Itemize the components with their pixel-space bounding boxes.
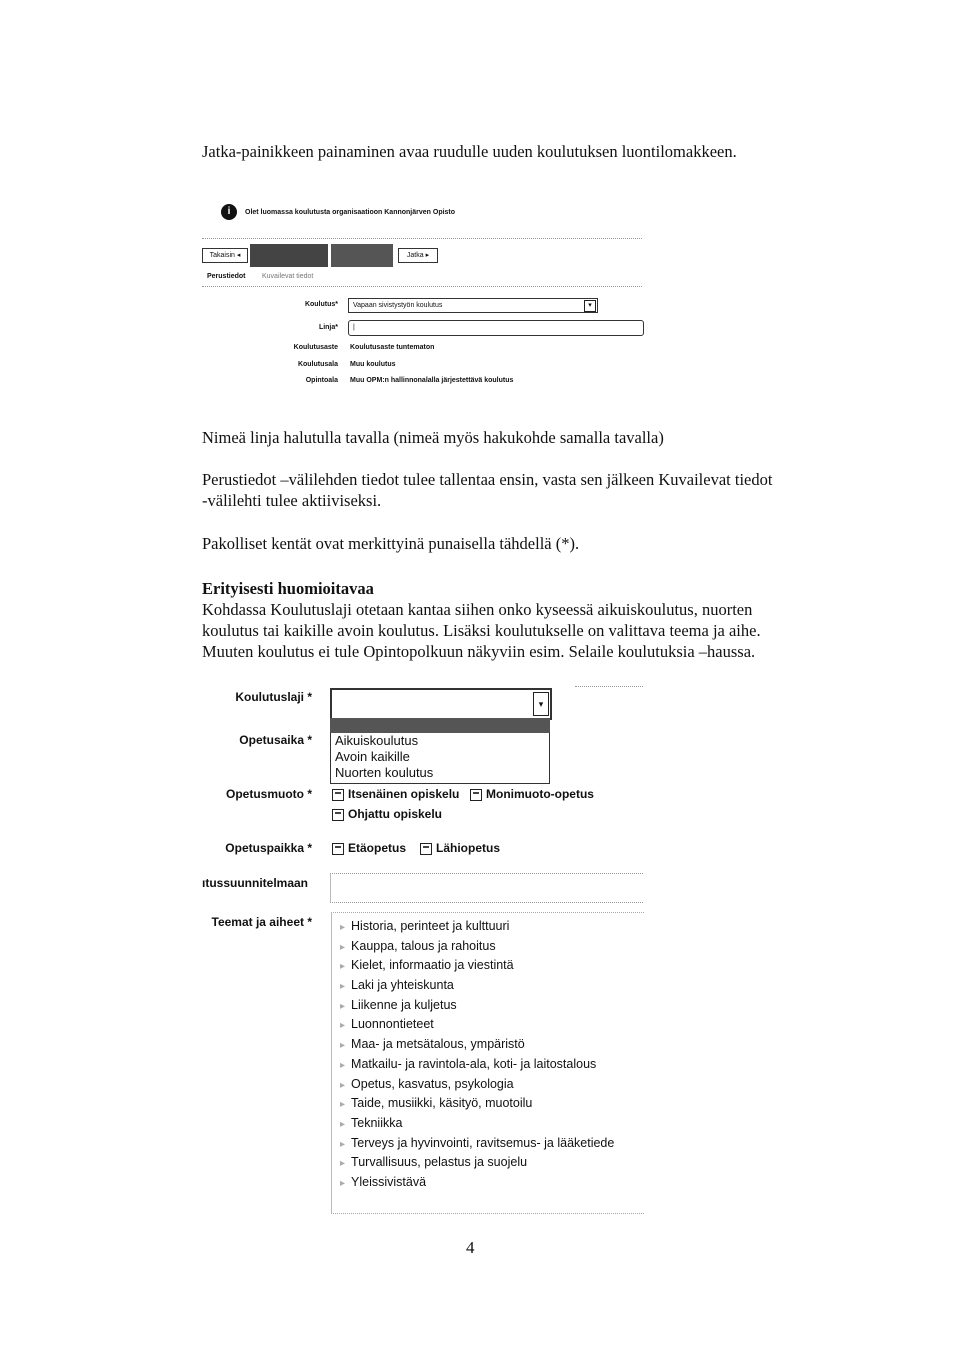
- arrow-right-icon: ▸: [340, 1040, 346, 1052]
- theme-label: Yleissivistävä: [351, 1174, 427, 1189]
- arrow-right-icon: ▸: [340, 1118, 346, 1130]
- theme-item[interactable]: [340, 1153, 614, 1173]
- field-label-koulutusaste: Koulutusaste: [293, 344, 338, 351]
- theme-label: Kielet, informaatio ja viestintä: [351, 958, 514, 973]
- arrow-right-icon: ▸: [340, 1020, 346, 1032]
- arrow-right-icon: ▸: [340, 961, 346, 973]
- paragraph-note-3: Muuten koulutus ei tule Opintopolkuun näkyviin esim. Selaile koulutuksia –haussa.: [202, 642, 756, 661]
- dropdown-highlight: [330, 718, 550, 733]
- field-label-koulutus: Koulutus*: [304, 301, 338, 308]
- toolbar-button-dark-2[interactable]: [331, 244, 393, 267]
- koulutusala-value: Muu koulutus: [350, 361, 396, 368]
- opetussuunnitelma-label: ıtussuunnitelmaan: [202, 876, 309, 890]
- divider: [202, 238, 642, 239]
- theme-item[interactable]: [340, 956, 614, 976]
- section-heading: Erityisesti huomioitavaa: [202, 579, 374, 598]
- koulutuslaji-dropdown-list[interactable]: [330, 733, 550, 784]
- theme-label: Taide, musiikki, käsityö, muotoilu: [351, 1096, 533, 1111]
- arrow-right-icon: ▸: [340, 1099, 346, 1111]
- theme-item[interactable]: [340, 1075, 614, 1095]
- theme-item[interactable]: [340, 976, 614, 996]
- paragraph-naming: Nimeä linja halutulla tavalla (nimeä myös hakukohde samalla tavalla): [202, 428, 664, 447]
- theme-item[interactable]: [340, 1015, 614, 1035]
- theme-label: Opetus, kasvatus, psykologia: [351, 1076, 514, 1091]
- option-label: Lähiopetus: [436, 841, 501, 855]
- koulutuslaji-select[interactable]: [330, 688, 552, 720]
- continue-button[interactable]: Jatka ▸: [398, 248, 438, 263]
- theme-label: Historia, perinteet ja kulttuuri: [351, 919, 510, 933]
- koulutus-value: Vapaan sivistystyön koulutus: [353, 302, 443, 309]
- theme-label: Liikenne ja kuljetus: [351, 997, 457, 1012]
- arrow-right-icon: ▸: [340, 1059, 346, 1071]
- chevron-down-icon[interactable]: ▾: [533, 692, 549, 716]
- theme-item[interactable]: [340, 1173, 614, 1193]
- theme-label: Turvallisuus, pelastus ja suojelu: [351, 1155, 528, 1170]
- opetusaika-label: Opetusaika *: [239, 733, 312, 747]
- theme-item[interactable]: [340, 1055, 614, 1075]
- checkbox-lahiopetus[interactable]: [420, 841, 500, 855]
- info-message: Olet luomassa koulutusta organisaatioon Kannonjärven Opisto: [245, 209, 456, 216]
- checkbox-icon[interactable]: [420, 843, 432, 855]
- toolbar-button-dark[interactable]: [250, 244, 328, 267]
- checkbox-icon[interactable]: [470, 789, 482, 801]
- theme-item[interactable]: [340, 937, 614, 957]
- checkbox-icon[interactable]: [332, 809, 344, 821]
- theme-label: Laki ja yhteiskunta: [351, 978, 454, 993]
- theme-item[interactable]: [340, 996, 614, 1016]
- option-label: Ohjattu opiskelu: [348, 807, 443, 821]
- paragraph-tabs-2: -välilehti tulee aktiiviseksi.: [202, 491, 382, 510]
- theme-label: Tekniikka: [351, 1115, 403, 1130]
- theme-label: Maa- ja metsätalous, ympäristö: [351, 1037, 525, 1052]
- field-label-linja: Linja*: [318, 324, 338, 331]
- arrow-right-icon: ▸: [340, 981, 346, 993]
- checkbox-itsenainen[interactable]: [332, 787, 459, 801]
- paragraph-note-1: Kohdassa Koulutuslaji otetaan kantaa siihen onko kyseessä aikuiskoulutus, nuorten: [202, 600, 753, 619]
- arrow-right-icon: ▸: [340, 1138, 346, 1150]
- back-label: Takaisin: [209, 252, 235, 259]
- linja-input[interactable]: |: [348, 320, 644, 336]
- field-label-koulutusala: Koulutusala: [297, 361, 338, 368]
- teemat-label: Teemat ja aiheet *: [211, 915, 312, 929]
- arrow-right-icon: ▸: [340, 1000, 346, 1012]
- chevron-down-icon[interactable]: ▾: [584, 300, 596, 312]
- theme-label: Terveys ja hyvinvointi, ravitsemus- ja lääketiede: [351, 1135, 615, 1150]
- divider: [202, 286, 642, 287]
- dropdown-option[interactable]: Avoin kaikille: [335, 749, 410, 764]
- continue-label: Jatka: [406, 252, 424, 259]
- koulutuslaji-label: Koulutuslaji *: [235, 690, 312, 704]
- theme-label: Kauppa, talous ja rahoitus: [351, 938, 496, 953]
- intro-text: Jatka-painikkeen painaminen avaa ruudulle uuden koulutuksen luontilomakkeen.: [202, 142, 737, 161]
- dropdown-option[interactable]: Aikuiskoulutus: [335, 733, 419, 748]
- option-label: Etäopetus: [348, 841, 407, 855]
- tab-perustiedot[interactable]: Perustiedot: [207, 273, 246, 280]
- option-label: Itsenäinen opiskelu: [348, 787, 460, 801]
- themes-list[interactable]: [331, 912, 644, 1214]
- theme-label: Matkailu- ja ravintola-ala, koti- ja laitostalous: [351, 1056, 597, 1071]
- theme-item[interactable]: [340, 1114, 614, 1134]
- koulutus-select[interactable]: [348, 298, 598, 313]
- info-icon: i: [221, 204, 237, 220]
- checkbox-icon[interactable]: [332, 843, 344, 855]
- opetussuunnitelma-input[interactable]: [330, 873, 643, 903]
- paragraph-note-2: koulutus tai kaikille avoin koulutus. Lisäksi koulutukselle on valittava teema ja aihe.: [202, 621, 761, 640]
- koulutusaste-value: Koulutusaste tuntematon: [350, 344, 435, 351]
- back-button[interactable]: Takaisin ◂: [202, 248, 248, 263]
- paragraph-required: Pakolliset kentät ovat merkittyinä punaisella tähdellä (*).: [202, 534, 580, 553]
- arrow-right-icon: ▸: [340, 922, 346, 933]
- tab-kuvailevat[interactable]: Kuvailevat tiedot: [262, 273, 314, 280]
- opintoala-value: Muu OPM:n hallinnonalalla järjestettävä koulutus: [350, 377, 514, 384]
- theme-label: Luonnontieteet: [351, 1017, 434, 1032]
- checkbox-ohjattu[interactable]: [332, 807, 442, 821]
- arrow-right-icon: ▸: [340, 1177, 346, 1189]
- theme-item[interactable]: [340, 1094, 614, 1114]
- theme-item[interactable]: [340, 917, 614, 937]
- field-label-opintoala: Opintoala: [305, 377, 338, 384]
- checkbox-etaopetus[interactable]: [332, 841, 406, 855]
- theme-item[interactable]: [340, 1035, 614, 1055]
- checkbox-icon[interactable]: [332, 789, 344, 801]
- arrow-right-icon: ▸: [340, 941, 346, 953]
- paragraph-tabs-1: Perustiedot –välilehden tiedot tulee tallentaa ensin, vasta sen jälkeen Kuvailevat tiedot: [202, 470, 773, 489]
- opetuspaikka-label: Opetuspaikka *: [225, 841, 312, 855]
- arrow-right-icon: ▸: [340, 1158, 346, 1170]
- opetusmuoto-label: Opetusmuoto *: [226, 787, 312, 801]
- option-label: Monimuoto-opetus: [486, 787, 594, 801]
- arrow-right-icon: ▸: [340, 1079, 346, 1091]
- divider: [575, 686, 643, 687]
- theme-item[interactable]: [340, 1134, 614, 1154]
- checkbox-monimuoto[interactable]: [470, 787, 594, 801]
- dropdown-option[interactable]: Nuorten koulutus: [335, 765, 434, 780]
- page-number: 4: [466, 1238, 475, 1257]
